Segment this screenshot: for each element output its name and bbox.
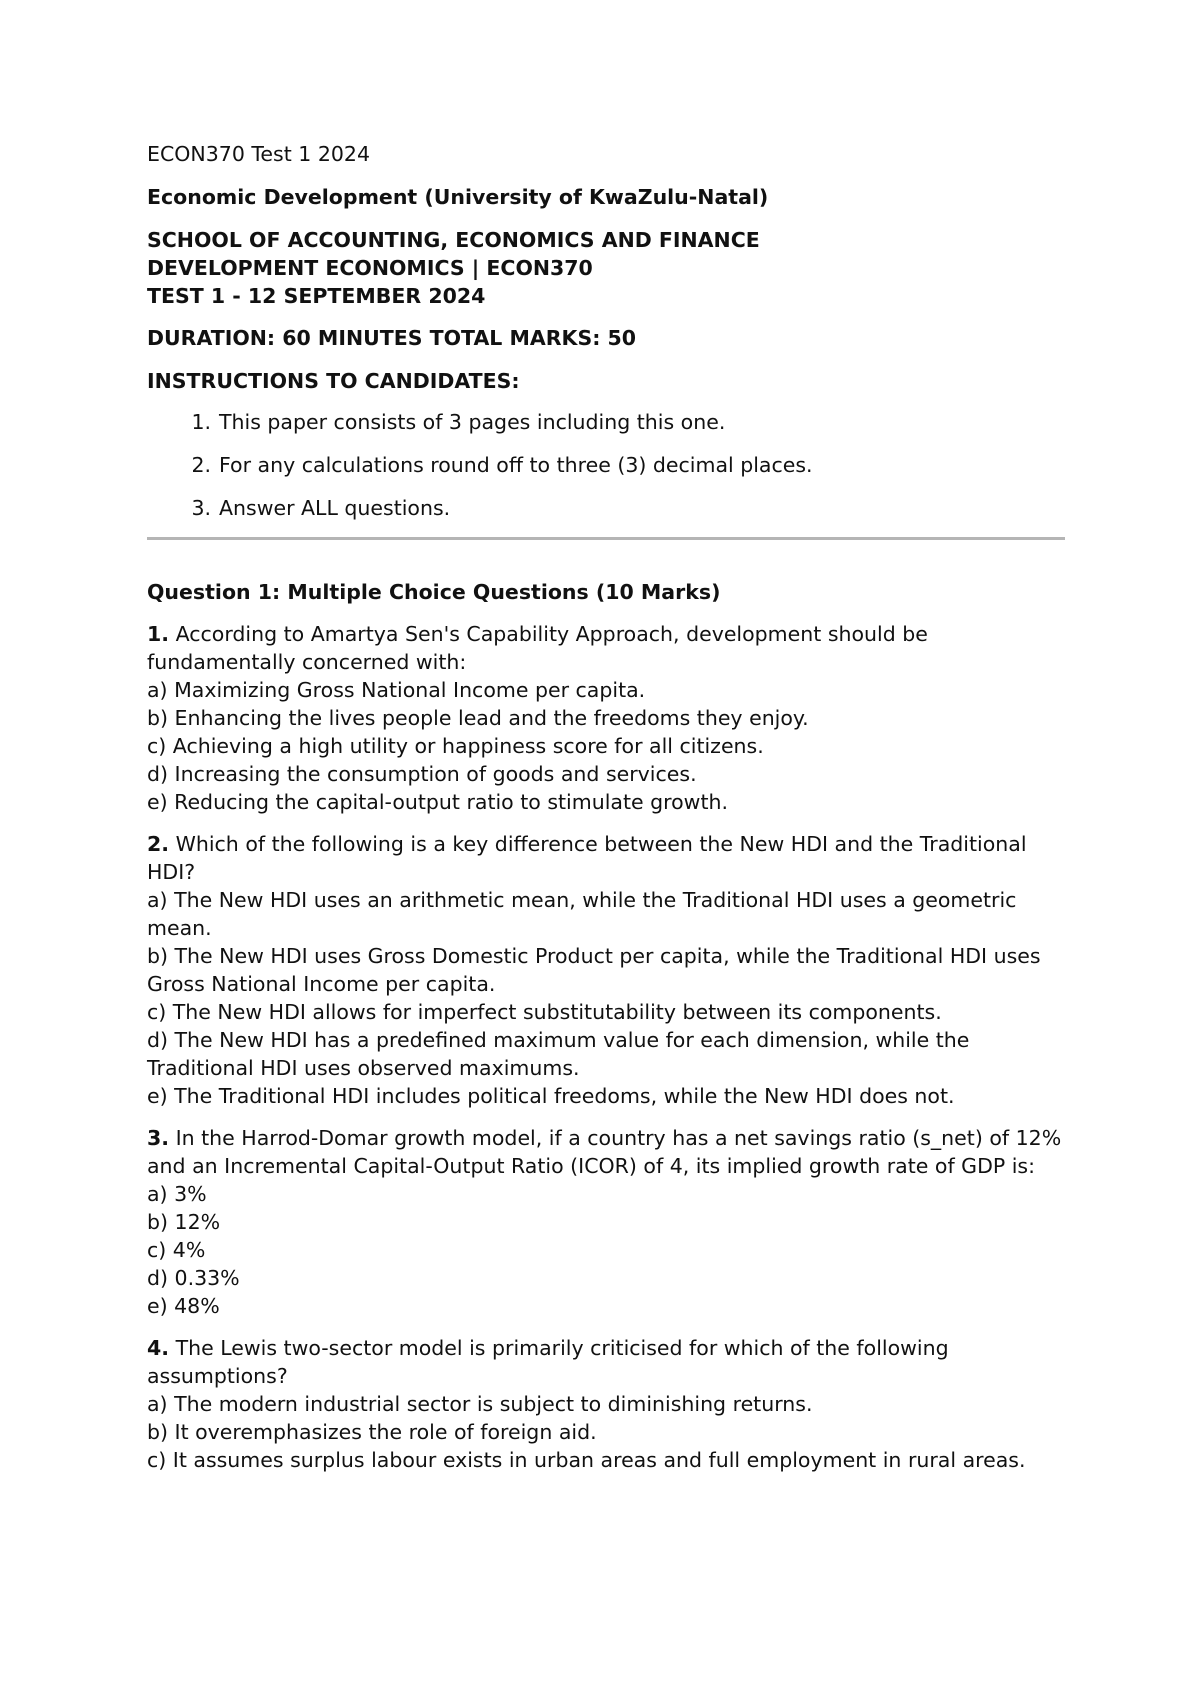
question-number: 4. xyxy=(147,1336,170,1360)
instruction-text: This paper consists of 3 pages including this one. xyxy=(219,410,726,434)
question-text: According to Amartya Sen's Capability Approach, development should be fundamentally concerned with: xyxy=(147,622,928,674)
header-course: DEVELOPMENT ECONOMICS | ECON370 xyxy=(147,256,593,280)
instructions-list xyxy=(147,408,1065,522)
question-4 xyxy=(147,1334,1065,1474)
answer-option: c) 4% xyxy=(147,1238,206,1262)
answer-option: a) Maximizing Gross National Income per capita. xyxy=(147,678,646,702)
answer-option: d) The New HDI has a predefined maximum value for each dimension, while the Traditional HDI uses observed maximums. xyxy=(147,1028,970,1080)
question-number: 2. xyxy=(147,832,170,856)
instruction-number: 2. xyxy=(191,453,211,477)
answer-option: e) 48% xyxy=(147,1294,220,1318)
header-school: SCHOOL OF ACCOUNTING, ECONOMICS AND FINANCE xyxy=(147,228,760,252)
answer-option: e) The Traditional HDI includes political freedoms, while the New HDI does not. xyxy=(147,1084,955,1108)
instruction-text: Answer ALL questions. xyxy=(219,496,451,520)
instruction-item xyxy=(147,494,1065,522)
question-2 xyxy=(147,830,1065,1110)
question-stem xyxy=(147,620,1065,676)
question-text: In the Harrod-Domar growth model, if a country has a net savings ratio (s_net) of 12% and an Incremental Capital-Output Ratio (ICOR) of 4, its implied growth rate of GDP is: xyxy=(147,1126,1062,1178)
instructions-heading: INSTRUCTIONS TO CANDIDATES: xyxy=(147,369,520,393)
answer-option: a) 3% xyxy=(147,1182,207,1206)
question-3 xyxy=(147,1124,1065,1320)
document-title: ECON370 Test 1 2024 xyxy=(147,142,370,166)
question-stem xyxy=(147,1124,1065,1180)
instruction-number: 1. xyxy=(191,410,211,434)
question-stem xyxy=(147,1334,1065,1390)
answer-option: c) It assumes surplus labour exists in urban areas and full employment in rural areas. xyxy=(147,1448,1026,1472)
horizontal-divider xyxy=(147,537,1065,540)
answer-option: b) 12% xyxy=(147,1210,221,1234)
instruction-text: For any calculations round off to three (3) decimal places. xyxy=(219,453,813,477)
answer-option: e) Reducing the capital-output ratio to stimulate growth. xyxy=(147,790,728,814)
answer-option: b) It overemphasizes the role of foreign aid. xyxy=(147,1420,597,1444)
document-subtitle: Economic Development (University of KwaZulu-Natal) xyxy=(147,185,769,209)
answer-option: b) Enhancing the lives people lead and the freedoms they enjoy. xyxy=(147,706,809,730)
instruction-item xyxy=(147,408,1065,436)
instruction-item xyxy=(147,451,1065,479)
exam-header xyxy=(147,226,1065,310)
answer-option: c) The New HDI allows for imperfect substitutability between its components. xyxy=(147,1000,942,1024)
section-heading: Question 1: Multiple Choice Questions (10 Marks) xyxy=(147,580,721,604)
instruction-number: 3. xyxy=(191,496,211,520)
question-stem xyxy=(147,830,1065,886)
question-number: 1. xyxy=(147,622,170,646)
header-test-date: TEST 1 - 12 SEPTEMBER 2024 xyxy=(147,284,486,308)
answer-option: c) Achieving a high utility or happiness score for all citizens. xyxy=(147,734,764,758)
answer-option: d) 0.33% xyxy=(147,1266,240,1290)
answer-option: a) The modern industrial sector is subject to diminishing returns. xyxy=(147,1392,813,1416)
answer-option: b) The New HDI uses Gross Domestic Product per capita, while the Traditional HDI uses Gross National Income per capita. xyxy=(147,944,1041,996)
duration-marks: DURATION: 60 MINUTES TOTAL MARKS: 50 xyxy=(147,326,637,350)
question-1 xyxy=(147,620,1065,816)
question-text: Which of the following is a key difference between the New HDI and the Traditional HDI? xyxy=(147,832,1027,884)
question-text: The Lewis two-sector model is primarily criticised for which of the following assumptions? xyxy=(147,1336,949,1388)
answer-option: a) The New HDI uses an arithmetic mean, while the Traditional HDI uses a geometric mean. xyxy=(147,888,1017,940)
answer-option: d) Increasing the consumption of goods and services. xyxy=(147,762,697,786)
question-number: 3. xyxy=(147,1126,170,1150)
